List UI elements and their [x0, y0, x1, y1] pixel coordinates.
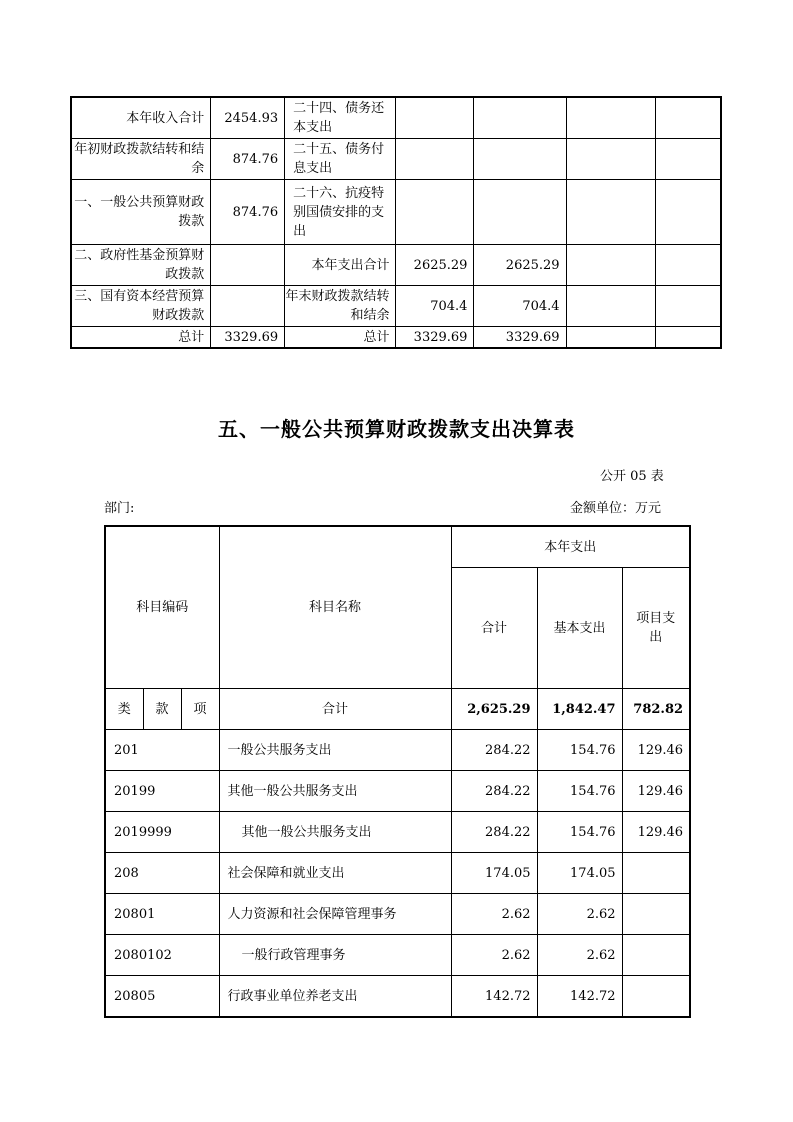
table-row — [71, 286, 721, 327]
row-total: 142.72 — [451, 976, 537, 1018]
row-total: 174.05 — [451, 853, 537, 894]
table-row — [71, 180, 721, 245]
summary-row — [105, 689, 690, 730]
income-item: 本年收入合计 — [71, 97, 211, 139]
expenditure-table — [104, 525, 691, 1018]
expense-extra — [655, 139, 721, 180]
income-amount — [211, 245, 285, 286]
expense-item: 二十四、债务还本支出 — [285, 97, 396, 139]
column-header-lei: 类 — [105, 689, 143, 730]
income-amount: 3329.69 — [211, 327, 285, 349]
subject-name: 行政事业单位养老支出 — [219, 976, 451, 1018]
subject-name: 社会保障和就业支出 — [219, 853, 451, 894]
expense-item: 二十五、债务付息支出 — [285, 139, 396, 180]
table-row — [71, 139, 721, 180]
row-project: 129.46 — [622, 730, 690, 771]
expense-basic: 704.4 — [474, 286, 566, 327]
income-amount — [211, 286, 285, 327]
income-item: 三、国有资本经营预算财政拨款 — [71, 286, 211, 327]
summary-total: 2,625.29 — [451, 689, 537, 730]
table-row — [71, 245, 721, 286]
expense-project — [566, 139, 655, 180]
expense-total — [396, 139, 474, 180]
expense-total — [396, 180, 474, 245]
table-row — [105, 935, 690, 976]
table-row — [105, 894, 690, 935]
expense-total: 2625.29 — [396, 245, 474, 286]
expense-extra — [655, 327, 721, 349]
expense-project — [566, 180, 655, 245]
expense-total: 704.4 — [396, 286, 474, 327]
expense-project — [566, 97, 655, 139]
row-basic: 154.76 — [537, 730, 622, 771]
row-total: 2.62 — [451, 894, 537, 935]
row-basic: 2.62 — [537, 935, 622, 976]
subject-code: 2019999 — [105, 812, 219, 853]
column-header-total: 合计 — [451, 568, 537, 689]
column-header-code: 科目编码 — [105, 526, 219, 689]
expense-basic: 2625.29 — [474, 245, 566, 286]
row-total: 284.22 — [451, 771, 537, 812]
expense-basic — [474, 139, 566, 180]
expense-item: 二十六、抗疫特别国债安排的支出 — [285, 180, 396, 245]
column-header-name: 科目名称 — [219, 526, 451, 689]
expense-project — [566, 245, 655, 286]
row-project — [622, 976, 690, 1018]
subject-code: 208 — [105, 853, 219, 894]
expense-total: 3329.69 — [396, 327, 474, 349]
expense-basic — [474, 180, 566, 245]
column-header-project: 项目支出 — [622, 568, 690, 689]
table-row — [71, 97, 721, 139]
expense-item: 总计 — [285, 327, 396, 349]
expense-extra — [655, 286, 721, 327]
subject-code: 2080102 — [105, 935, 219, 976]
table-row — [105, 812, 690, 853]
income-amount: 874.76 — [211, 180, 285, 245]
expense-extra — [655, 180, 721, 245]
section-title: 五、一般公共预算财政拨款支出决算表 — [218, 417, 575, 441]
subject-code: 20199 — [105, 771, 219, 812]
expense-extra — [655, 245, 721, 286]
department-label: 部门: — [104, 501, 135, 516]
income-item: 二、政府性基金预算财政拨款 — [71, 245, 211, 286]
expense-project — [566, 286, 655, 327]
column-header-current-year: 本年支出 — [451, 526, 690, 568]
income-amount: 874.76 — [211, 139, 285, 180]
row-project: 129.46 — [622, 812, 690, 853]
subject-name: 一般行政管理事务 — [219, 935, 451, 976]
row-basic: 142.72 — [537, 976, 622, 1018]
expense-extra — [655, 97, 721, 139]
subject-code: 201 — [105, 730, 219, 771]
income-item: 一、一般公共预算财政拨款 — [71, 180, 211, 245]
row-total: 2.62 — [451, 935, 537, 976]
unit-label: 金额单位：万元 — [570, 501, 662, 516]
table-row — [71, 327, 721, 349]
income-expense-table — [70, 96, 722, 349]
column-header-basic: 基本支出 — [537, 568, 622, 689]
table-row — [105, 730, 690, 771]
row-project: 129.46 — [622, 771, 690, 812]
column-header-kuan: 款 — [143, 689, 181, 730]
row-total: 284.22 — [451, 812, 537, 853]
subject-name: 其他一般公共服务支出 — [219, 812, 451, 853]
table-row — [105, 853, 690, 894]
table-row — [105, 771, 690, 812]
income-item: 总计 — [71, 327, 211, 349]
expense-project — [566, 327, 655, 349]
subject-code: 20801 — [105, 894, 219, 935]
income-item: 年初财政拨款结转和结余 — [71, 139, 211, 180]
row-basic: 2.62 — [537, 894, 622, 935]
expense-basic: 3329.69 — [474, 327, 566, 349]
row-basic: 154.76 — [537, 812, 622, 853]
subject-name: 人力资源和社会保障管理事务 — [219, 894, 451, 935]
row-basic: 174.05 — [537, 853, 622, 894]
subject-name: 一般公共服务支出 — [219, 730, 451, 771]
expense-item: 年末财政拨款结转和结余 — [285, 286, 396, 327]
row-project — [622, 894, 690, 935]
column-header-xiang: 项 — [181, 689, 219, 730]
expense-basic — [474, 97, 566, 139]
row-total: 284.22 — [451, 730, 537, 771]
summary-label: 合计 — [219, 689, 451, 730]
table-row — [105, 976, 690, 1018]
summary-basic: 1,842.47 — [537, 689, 622, 730]
expense-item: 本年支出合计 — [285, 245, 396, 286]
income-amount: 2454.93 — [211, 97, 285, 139]
form-code: 公开 05 表 — [600, 469, 664, 484]
row-project — [622, 853, 690, 894]
expense-total — [396, 97, 474, 139]
row-project — [622, 935, 690, 976]
header-row — [105, 526, 690, 568]
subject-name: 其他一般公共服务支出 — [219, 771, 451, 812]
subject-code: 20805 — [105, 976, 219, 1018]
row-basic: 154.76 — [537, 771, 622, 812]
summary-project: 782.82 — [622, 689, 690, 730]
